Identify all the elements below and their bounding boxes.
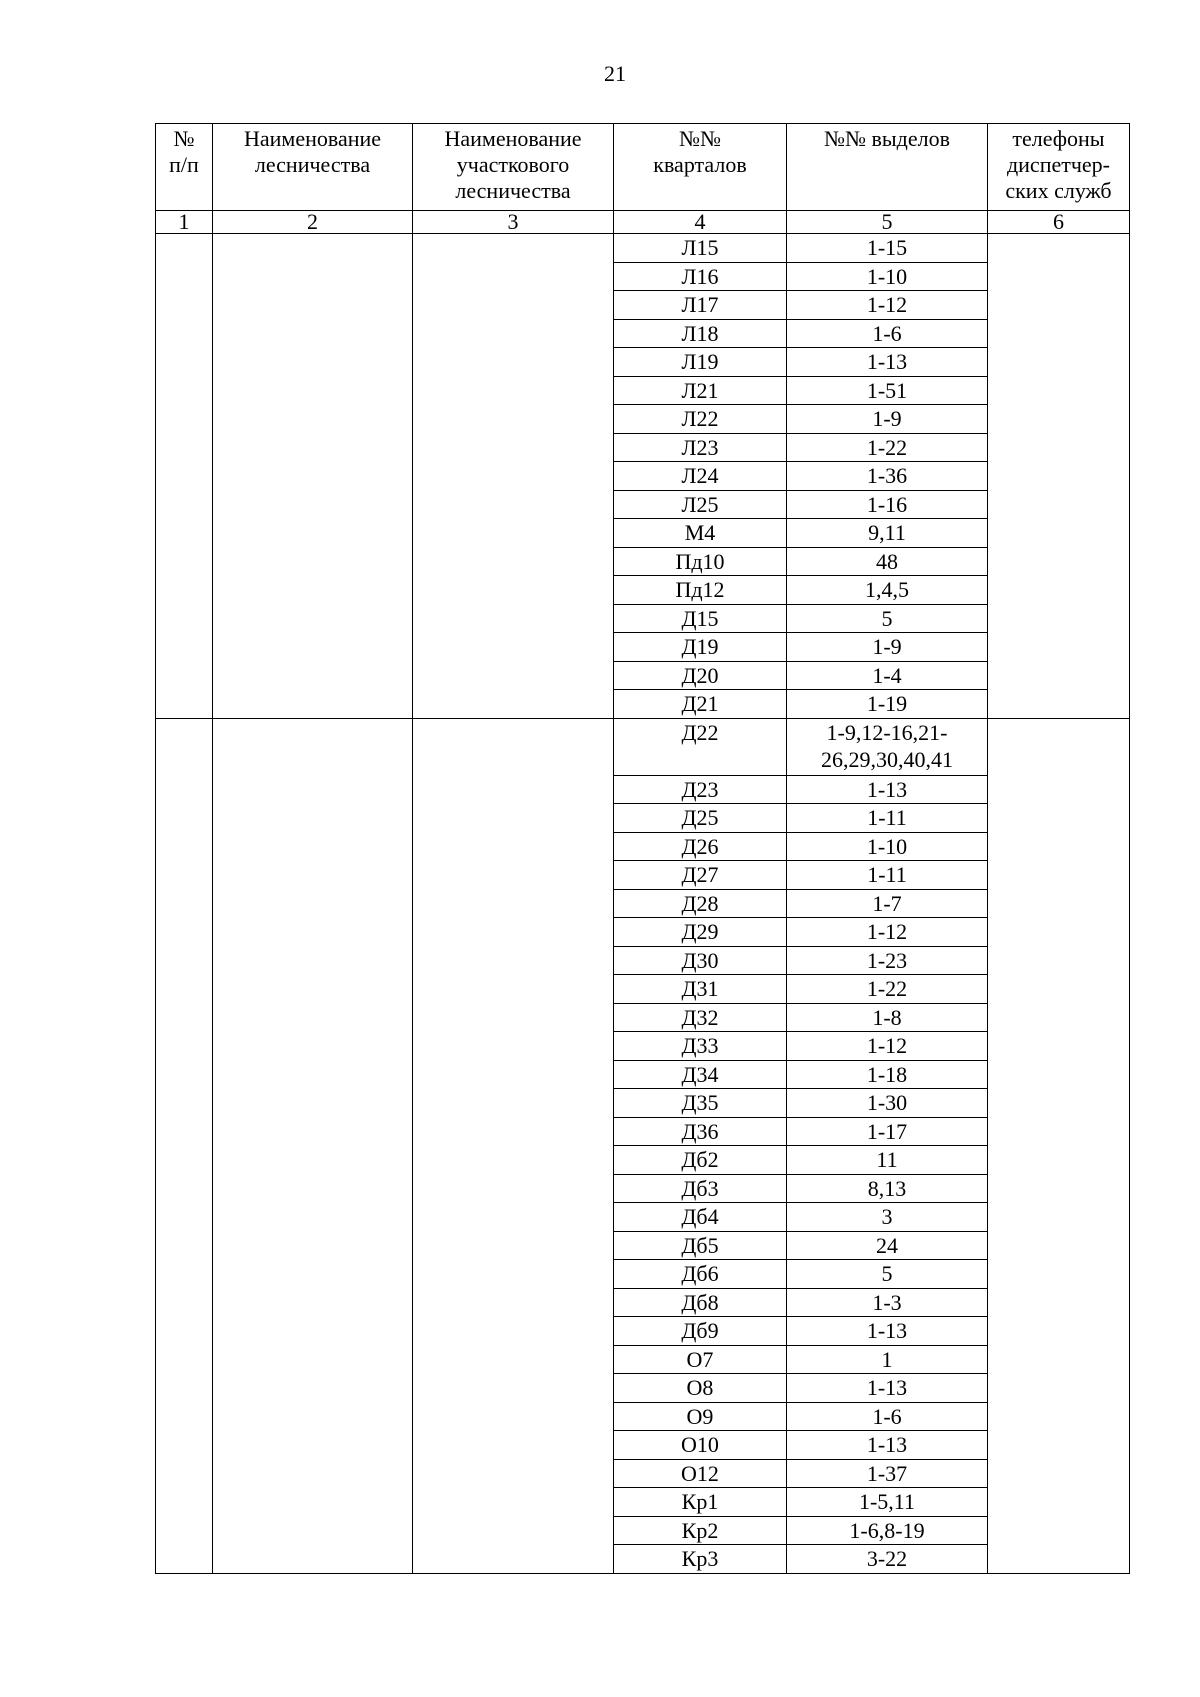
quarter-cell: Д33 (614, 1032, 787, 1061)
quarter-cell: Кр3 (614, 1545, 787, 1574)
plots-cell: 1-17 (787, 1117, 988, 1146)
header-cell-district-forestry (413, 124, 614, 211)
quarter-cell: Л25 (614, 490, 787, 519)
quarter-cell: Л17 (614, 291, 787, 320)
quarter-cell: Д29 (614, 918, 787, 947)
plots-cell: 1-6,8-19 (787, 1516, 988, 1545)
column-number-cell: 5 (787, 211, 988, 234)
plots-cell: 24 (787, 1231, 988, 1260)
quarter-cell: Кр1 (614, 1488, 787, 1517)
quarter-cell: Д19 (614, 633, 787, 662)
quarter-cell: Д22 (614, 718, 787, 775)
header-label-line: участкового (456, 152, 570, 177)
table-body (156, 124, 1130, 1574)
quarter-cell: Д31 (614, 975, 787, 1004)
plots-cell: 1-9 (787, 633, 988, 662)
quarter-cell: Л15 (614, 234, 787, 263)
column-numbers-row (156, 211, 1130, 234)
district-forestry-cell (413, 718, 614, 1573)
header-label-line: лесничества (455, 178, 571, 203)
forestry-cell (213, 234, 413, 719)
phone-cell (988, 718, 1130, 1573)
plots-cell: 1-19 (787, 690, 988, 719)
quarter-cell: Пд12 (614, 576, 787, 605)
quarter-cell: Дб5 (614, 1231, 787, 1260)
header-label-line: диспетчер- (1006, 152, 1111, 177)
plots-cell: 1-3 (787, 1288, 988, 1317)
plots-cell: 1-7 (787, 889, 988, 918)
quarter-cell: Д27 (614, 861, 787, 890)
plots-cell: 1 (787, 1345, 988, 1374)
header-label-line: № (173, 126, 195, 151)
plots-cell: 1-13 (787, 1431, 988, 1460)
plots-cell: 1-13 (787, 1374, 988, 1403)
column-number-cell: 2 (213, 211, 413, 234)
quarter-cell: Л18 (614, 319, 787, 348)
plots-cell: 1-18 (787, 1060, 988, 1089)
plots-cell: 3-22 (787, 1545, 988, 1574)
quarter-cell: Д26 (614, 832, 787, 861)
quarter-cell: Дб6 (614, 1260, 787, 1289)
quarter-cell: Л21 (614, 376, 787, 405)
quarter-cell: Кр2 (614, 1516, 787, 1545)
quarter-cell: О8 (614, 1374, 787, 1403)
plots-cell: 1-22 (787, 975, 988, 1004)
quarter-cell: М4 (614, 519, 787, 548)
forest-quarters-table (155, 123, 1130, 1574)
quarter-cell: О7 (614, 1345, 787, 1374)
quarter-cell: Д35 (614, 1089, 787, 1118)
quarter-cell: Д32 (614, 1003, 787, 1032)
quarter-cell: Пд10 (614, 547, 787, 576)
quarter-cell: Д21 (614, 690, 787, 719)
plots-cell: 9,11 (787, 519, 988, 548)
plots-cell: 1-10 (787, 832, 988, 861)
quarter-cell: Д28 (614, 889, 787, 918)
quarter-cell: Д25 (614, 804, 787, 833)
quarter-cell: Д34 (614, 1060, 787, 1089)
plots-cell: 1-5,11 (787, 1488, 988, 1517)
plots-cell: 1-51 (787, 376, 988, 405)
quarter-cell: О9 (614, 1402, 787, 1431)
plots-cell: 1-12 (787, 1032, 988, 1061)
header-label-line: Наименование (243, 126, 382, 151)
plots-cell: 11 (787, 1146, 988, 1175)
page-number: 21 (604, 61, 626, 86)
plots-cell: 1-13 (787, 348, 988, 377)
table-row (156, 718, 1130, 775)
phone-cell (988, 234, 1130, 719)
plots-line: 1-9,12-16,21- (826, 719, 948, 745)
plots-cell: 48 (787, 547, 988, 576)
quarter-cell: Л22 (614, 405, 787, 434)
plots-cell: 1-23 (787, 946, 988, 975)
header-label-line: лесничества (254, 152, 371, 177)
table-row (156, 234, 1130, 263)
plots-cell: 1-11 (787, 804, 988, 833)
plots-line: 26,29,30,40,41 (821, 746, 953, 772)
plots-cell: 1-8 (787, 1003, 988, 1032)
quarter-cell: Дб3 (614, 1174, 787, 1203)
header-cell-phones (988, 124, 1130, 211)
plots-cell: 1-11 (787, 861, 988, 890)
plots-cell: 8,13 (787, 1174, 988, 1203)
header-label-line: телефоны (1012, 126, 1105, 151)
plots-cell: 5 (787, 604, 988, 633)
quarter-cell: Дб4 (614, 1203, 787, 1232)
header-label-line: ских служб (1005, 178, 1112, 203)
quarter-cell: Дб9 (614, 1317, 787, 1346)
plots-cell: 1-22 (787, 433, 988, 462)
quarter-cell: Л16 (614, 262, 787, 291)
quarter-cell: Д20 (614, 661, 787, 690)
plots-cell: 1-4 (787, 661, 988, 690)
plots-cell: 1-15 (787, 234, 988, 263)
header-cell-forestry (213, 124, 413, 211)
plots-cell: 1-9 (787, 405, 988, 434)
quarter-cell: Дб8 (614, 1288, 787, 1317)
quarter-cell: О12 (614, 1459, 787, 1488)
column-number-cell: 6 (988, 211, 1130, 234)
plots-cell: 1-13 (787, 775, 988, 804)
header-label-line: №№ (679, 126, 721, 151)
header-cell-quarters (614, 124, 787, 211)
quarter-cell: Д23 (614, 775, 787, 804)
column-number-cell: 1 (156, 211, 213, 234)
quarter-cell: О10 (614, 1431, 787, 1460)
quarter-cell: Л23 (614, 433, 787, 462)
quarter-cell: Л19 (614, 348, 787, 377)
header-label-line: Наименование (444, 126, 582, 151)
plots-cell: 1-10 (787, 262, 988, 291)
plots-cell: 1-6 (787, 1402, 988, 1431)
district-forestry-cell (413, 234, 614, 719)
header-label-line: кварталов (653, 152, 747, 177)
plots-cell: 1-30 (787, 1089, 988, 1118)
forestry-cell (213, 718, 413, 1573)
plots-cell: 1,4,5 (787, 576, 988, 605)
quarter-cell: Д30 (614, 946, 787, 975)
column-number-cell: 4 (614, 211, 787, 234)
quarter-cell: Д36 (614, 1117, 787, 1146)
quarter-cell: Л24 (614, 462, 787, 491)
header-cell-number (156, 124, 213, 211)
plots-cell: 1-13 (787, 1317, 988, 1346)
row-number-cell (156, 718, 213, 1573)
plots-cell: 1-37 (787, 1459, 988, 1488)
header-label-line: п/п (169, 152, 199, 177)
column-number-cell: 3 (413, 211, 614, 234)
plots-cell: 1-12 (787, 291, 988, 320)
plots-cell: 1-36 (787, 462, 988, 491)
plots-cell: 5 (787, 1260, 988, 1289)
plots-cell: 3 (787, 1203, 988, 1232)
header-row (156, 124, 1130, 211)
plots-cell: 1-16 (787, 490, 988, 519)
quarter-cell: Д15 (614, 604, 787, 633)
plots-cell: 1-12 (787, 918, 988, 947)
plots-cell: 1-6 (787, 319, 988, 348)
header-cell-plots (787, 124, 988, 211)
row-number-cell (156, 234, 213, 719)
plots-cell (787, 718, 988, 775)
quarter-cell: Дб2 (614, 1146, 787, 1175)
header-label-line: №№ выделов (824, 126, 950, 151)
